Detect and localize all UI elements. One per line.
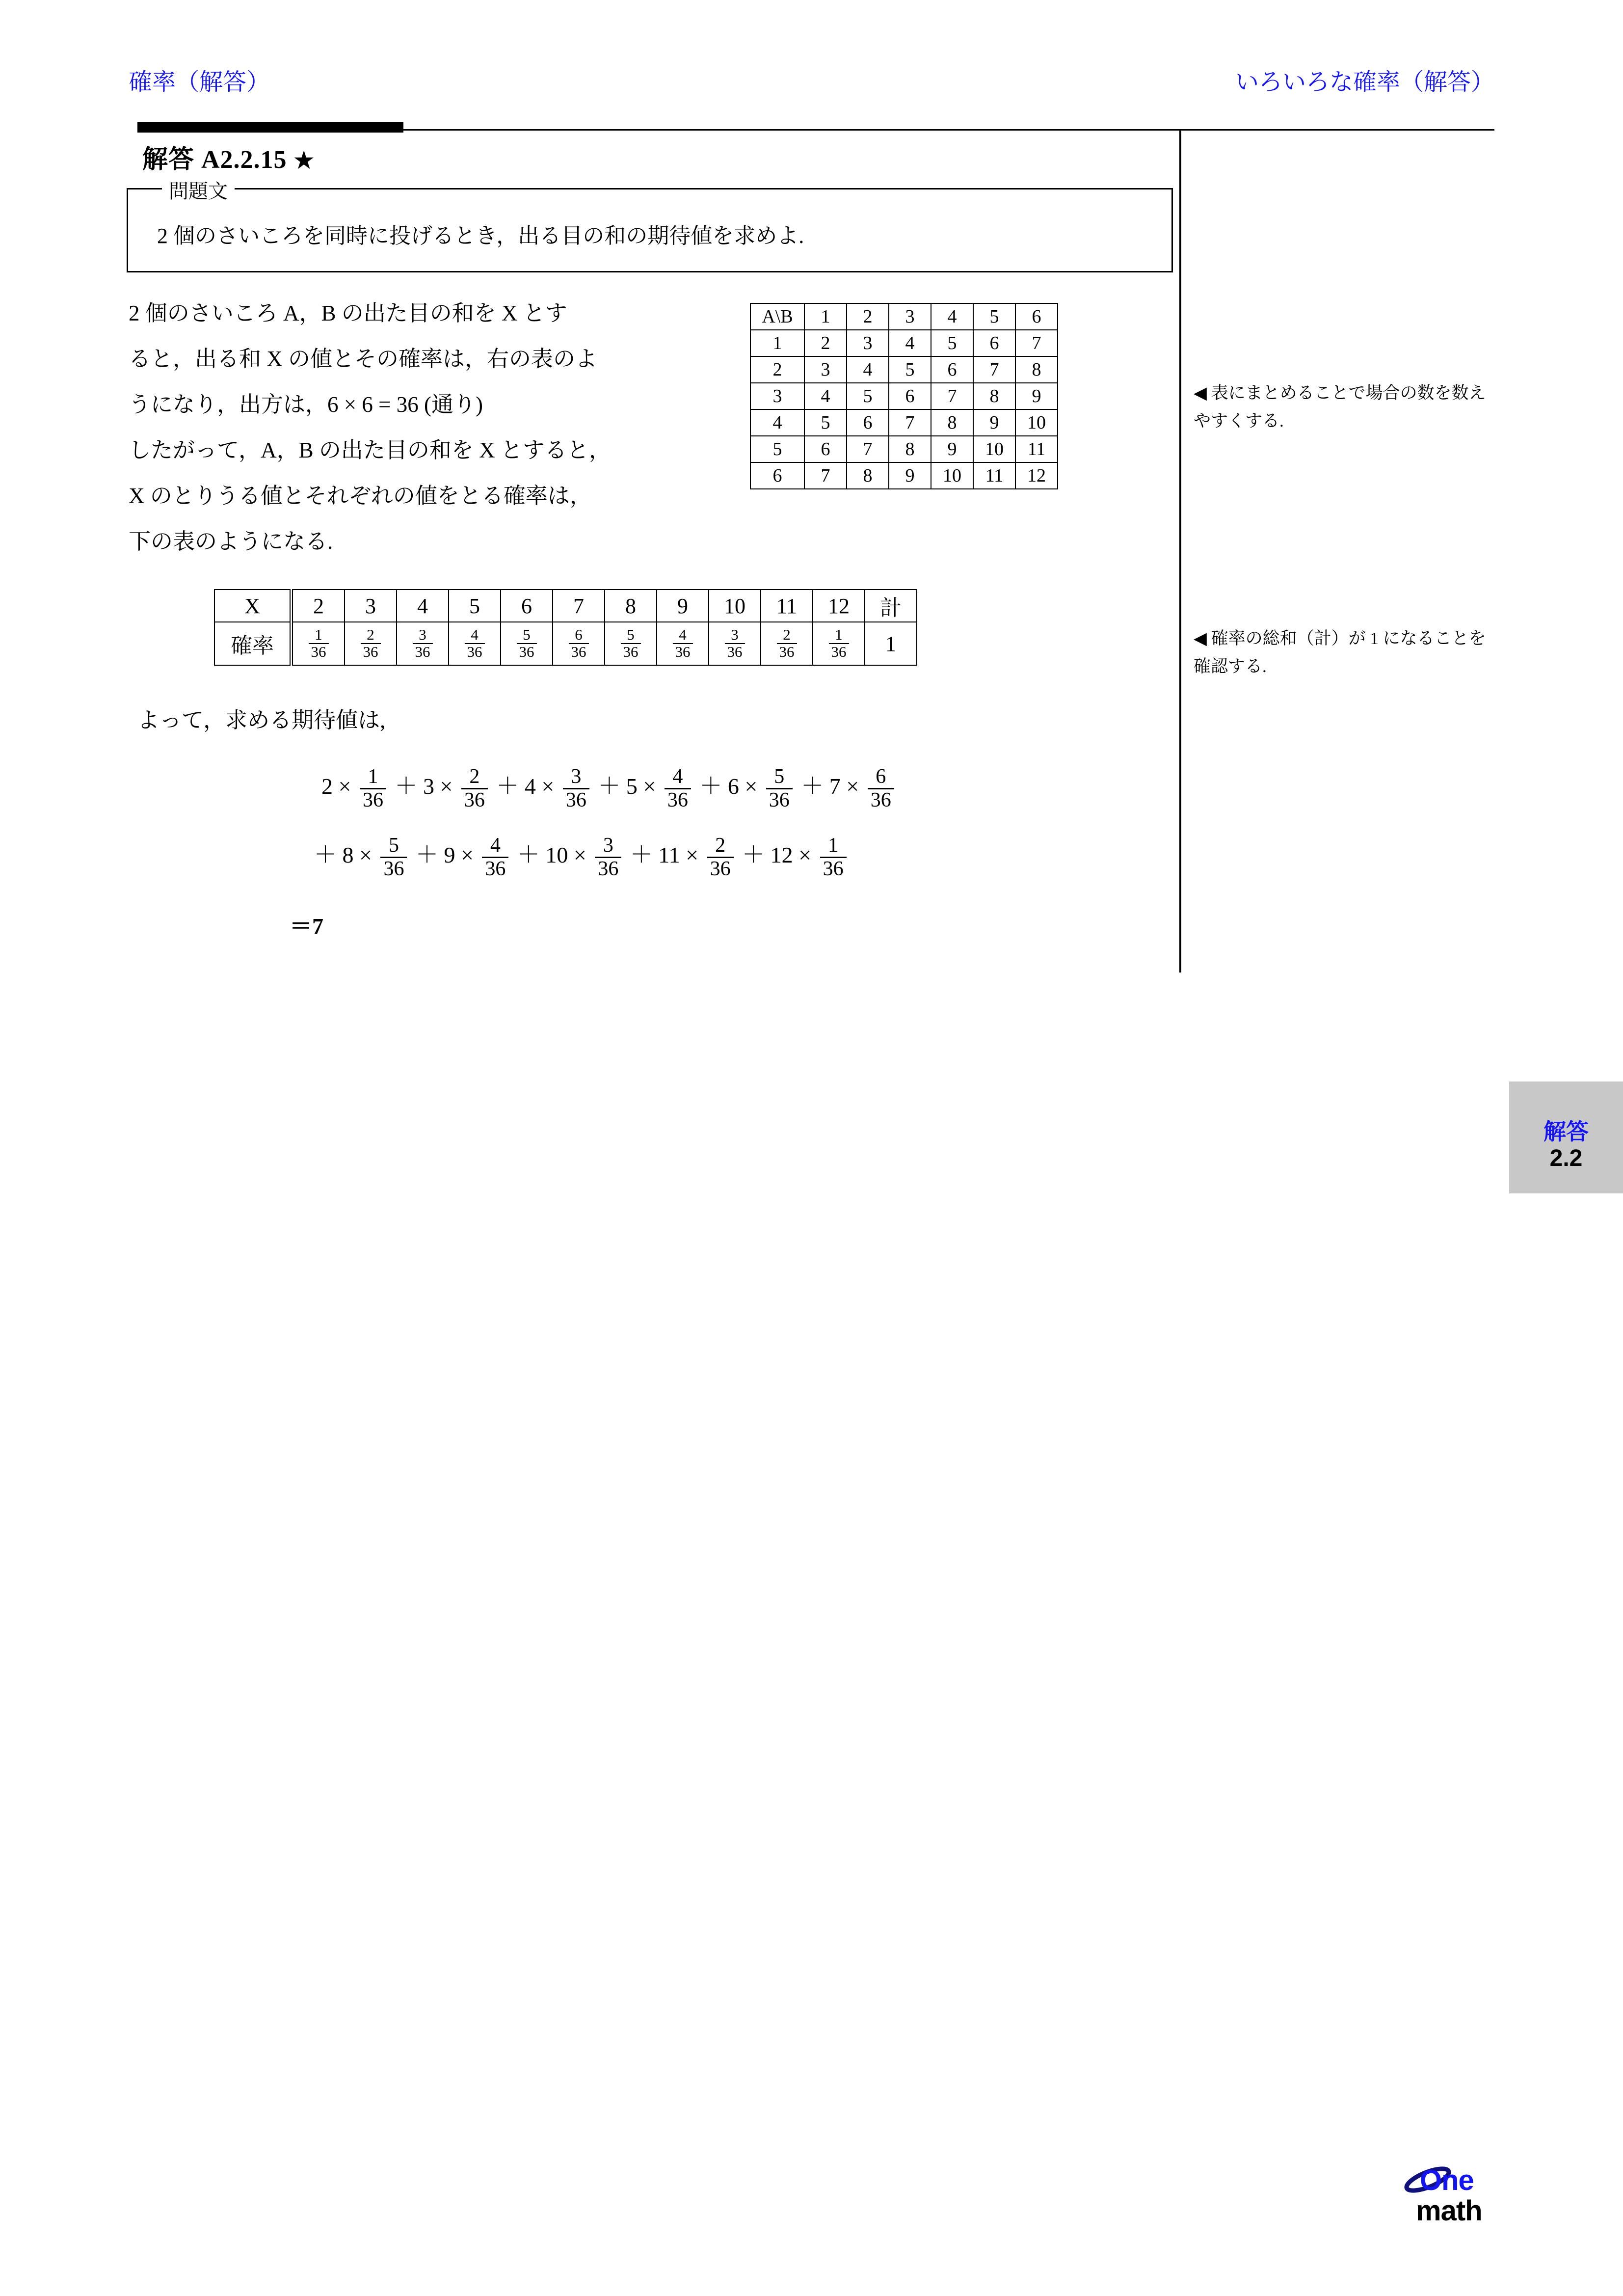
equation-term: 10 × $\frac{3}{36}$	[545, 842, 624, 867]
margin-note: ◀ 確率の総和（計）が 1 になることを確認する.	[1194, 629, 1486, 676]
prob-table-x-value: 7	[553, 590, 605, 622]
prob-table-x-value: 10	[709, 590, 761, 622]
expectation-result: ＝7	[290, 914, 323, 939]
body-line: 2 個のさいころ A，B の出た目の和を X とす	[129, 301, 567, 325]
dice-table-cell: 8	[1015, 356, 1058, 383]
table-row	[750, 356, 1058, 383]
prob-table-p-value: $\frac{5}{36}$	[501, 622, 553, 665]
dice-table-cell: 9	[931, 436, 973, 462]
equation-term: 6 × $\frac{5}{36}$	[728, 774, 796, 799]
expectation-equation-line-2: ＋ 8 × $\frac{5}{36}$ ＋ 9 × $\frac{4}{36}$ ＋ 10 × $\frac{3}{36}$ ＋ 11 × $\frac{2}{36}$ ＋ 12 × $\frac{1}{36}$	[314, 835, 850, 880]
dice-table-cell: 10	[931, 462, 973, 489]
prob-table-x-value: 12	[813, 590, 865, 622]
prob-table-p-value: $\frac{5}{36}$	[605, 622, 657, 665]
dice-sum-table	[750, 303, 1058, 489]
dice-table-col-header: 2	[847, 303, 889, 330]
prob-table-x-value: 9	[657, 590, 709, 622]
body-line: うになり，出方は，6 × 6 = 36 (通り)	[129, 392, 483, 417]
body-line: X のとりうる値とそれぞれの値をとる確率は，	[129, 484, 592, 508]
table-row	[750, 330, 1058, 356]
dice-table-cell: 2	[804, 330, 847, 356]
prob-table-x-value: 5	[449, 590, 501, 622]
prob-table-x-value: 11	[761, 590, 813, 622]
dice-table-cell: 7	[804, 462, 847, 489]
table-row	[214, 590, 917, 622]
dice-table-cell: 5	[931, 330, 973, 356]
dice-table-row-header: 6	[750, 462, 804, 489]
dice-table-cell: 12	[1015, 462, 1058, 489]
side-tab-label: 解答	[1543, 1119, 1589, 1144]
equation-term: 7 × $\frac{6}{36}$	[829, 774, 897, 799]
problem-box-legend: 問題文	[162, 176, 235, 204]
dice-table-row-header: 5	[750, 436, 804, 462]
chapter-side-tab	[1509, 1081, 1623, 1193]
logo-text-one: One	[1420, 2164, 1474, 2196]
equation-term: 11 × $\frac{2}{36}$	[658, 842, 736, 867]
dice-table-col-header: 3	[889, 303, 931, 330]
header-left-title: 確率（解答）	[129, 69, 270, 95]
prob-table-total-header: 計	[865, 590, 917, 622]
dice-table-cell: 7	[973, 356, 1015, 383]
dice-table-cell: 6	[931, 356, 973, 383]
equation-term: 12 × $\frac{1}{36}$	[771, 842, 850, 867]
dice-table-cell: 8	[889, 436, 931, 462]
dice-table-cell: 7	[931, 383, 973, 409]
dice-table-cell: 9	[1015, 383, 1058, 409]
prob-table-p-value: $\frac{6}{36}$	[553, 622, 605, 665]
prob-table-p-label: 確率	[214, 622, 292, 665]
onemath-logo	[1401, 2164, 1519, 2238]
margin-divider	[1179, 131, 1181, 972]
page-title	[142, 138, 315, 175]
table-row	[750, 436, 1058, 462]
equation-term: 2 × $\frac{1}{36}$	[321, 774, 389, 799]
dice-table-row-header: 3	[750, 383, 804, 409]
margin-note: ◀ 表にまとめることで場合の数を数えやすくする.	[1194, 383, 1486, 431]
conclusion-lead-in: よって，求める期待値は,	[137, 708, 386, 732]
equation-term: 3 × $\frac{2}{36}$	[423, 774, 491, 799]
prob-table-p-value: $\frac{3}{36}$	[709, 622, 761, 665]
dice-table-cell: 5	[889, 356, 931, 383]
body-line: ると，出る和 X の値とその確率は，右の表のよ	[129, 347, 597, 371]
header-tab-bar	[137, 122, 403, 133]
dice-table-cell: 6	[804, 436, 847, 462]
dice-table-cell: 7	[1015, 330, 1058, 356]
prob-table-p-value: $\frac{3}{36}$	[397, 622, 449, 665]
equation-term: 5 × $\frac{4}{36}$	[626, 774, 694, 799]
star-icon: ★	[293, 148, 315, 173]
body-line: 下の表のようになる.	[129, 529, 333, 554]
dice-table-col-header: 4	[931, 303, 973, 330]
dice-table-cell: 6	[847, 409, 889, 436]
dice-table-cell: 4	[804, 383, 847, 409]
prob-table-x-value: 8	[605, 590, 657, 622]
prob-table-x-value: 3	[345, 590, 397, 622]
dice-table-cell: 3	[804, 356, 847, 383]
dice-table-cell: 8	[931, 409, 973, 436]
table-row	[214, 622, 917, 665]
table-row	[750, 409, 1058, 436]
section-title-text: 解答 A2.2.15	[142, 146, 287, 174]
dice-table-cell: 11	[973, 462, 1015, 489]
dice-table-row-header: 4	[750, 409, 804, 436]
dice-table-cell: 5	[847, 383, 889, 409]
dice-table-cell: 11	[1015, 436, 1058, 462]
prob-table-total-value: 1	[865, 622, 917, 665]
prob-table-p-value: $\frac{4}{36}$	[657, 622, 709, 665]
prob-table-p-value: $\frac{2}{36}$	[345, 622, 397, 665]
dice-table-cell: 3	[847, 330, 889, 356]
equation-term: 9 × $\frac{4}{36}$	[444, 842, 511, 867]
problem-statement-text: 2 個のさいころを同時に投げるとき，出る目の和の期待値を求めよ.	[157, 224, 804, 248]
table-row	[750, 462, 1058, 489]
prob-table-p-value: $\frac{4}{36}$	[449, 622, 501, 665]
dice-table-cell: 8	[973, 383, 1015, 409]
prob-table-x-value: 4	[397, 590, 449, 622]
expectation-equation-line-1: 2 × $\frac{1}{36}$ ＋ 3 × $\frac{2}{36}$ ＋ 4 × $\frac{3}{36}$ ＋ 5 × $\frac{4}{36}$ ＋ 6 × $\frac{5}{36}$ ＋ 7 × $\frac{6}{36}$	[321, 766, 897, 811]
equation-term: 8 × $\frac{5}{36}$	[343, 842, 410, 867]
dice-table-cell: 6	[889, 383, 931, 409]
dice-table-cell: 10	[1015, 409, 1058, 436]
dice-table-cell: 5	[804, 409, 847, 436]
table-row	[750, 303, 1058, 330]
prob-table-p-value: $\frac{1}{36}$	[292, 622, 345, 665]
logo-text-math: math	[1416, 2195, 1482, 2227]
prob-table-x-value: 6	[501, 590, 553, 622]
dice-table-col-header: 5	[973, 303, 1015, 330]
body-line: したがって，A，B の出た目の和を X とすると，	[129, 438, 611, 462]
dice-table-col-header: 6	[1015, 303, 1058, 330]
dice-table-cell: 8	[847, 462, 889, 489]
header-right-title: いろいろな確率（解答）	[1235, 69, 1494, 95]
side-tab-number: 2.2	[1549, 1145, 1583, 1171]
dice-table-cell: 7	[889, 409, 931, 436]
prob-table-p-value: $\frac{1}{36}$	[813, 622, 865, 665]
dice-table-cell: 7	[847, 436, 889, 462]
dice-table-cell: 6	[973, 330, 1015, 356]
dice-table-row-header: 2	[750, 356, 804, 383]
dice-table-cell: 9	[889, 462, 931, 489]
dice-table-row-header: 1	[750, 330, 804, 356]
prob-table-p-value: $\frac{2}{36}$	[761, 622, 813, 665]
solution-body	[129, 291, 747, 565]
probability-distribution-table	[214, 589, 917, 666]
dice-table-cell: 4	[889, 330, 931, 356]
table-row	[750, 383, 1058, 409]
dice-table-cell: 9	[973, 409, 1015, 436]
dice-table-col-header: 1	[804, 303, 847, 330]
dice-table-corner: A\B	[750, 303, 804, 330]
equation-term: 4 × $\frac{3}{36}$	[525, 774, 592, 799]
dice-table-cell: 10	[973, 436, 1015, 462]
prob-table-x-label: X	[214, 590, 292, 622]
prob-table-x-value: 2	[292, 590, 345, 622]
dice-table-cell: 4	[847, 356, 889, 383]
